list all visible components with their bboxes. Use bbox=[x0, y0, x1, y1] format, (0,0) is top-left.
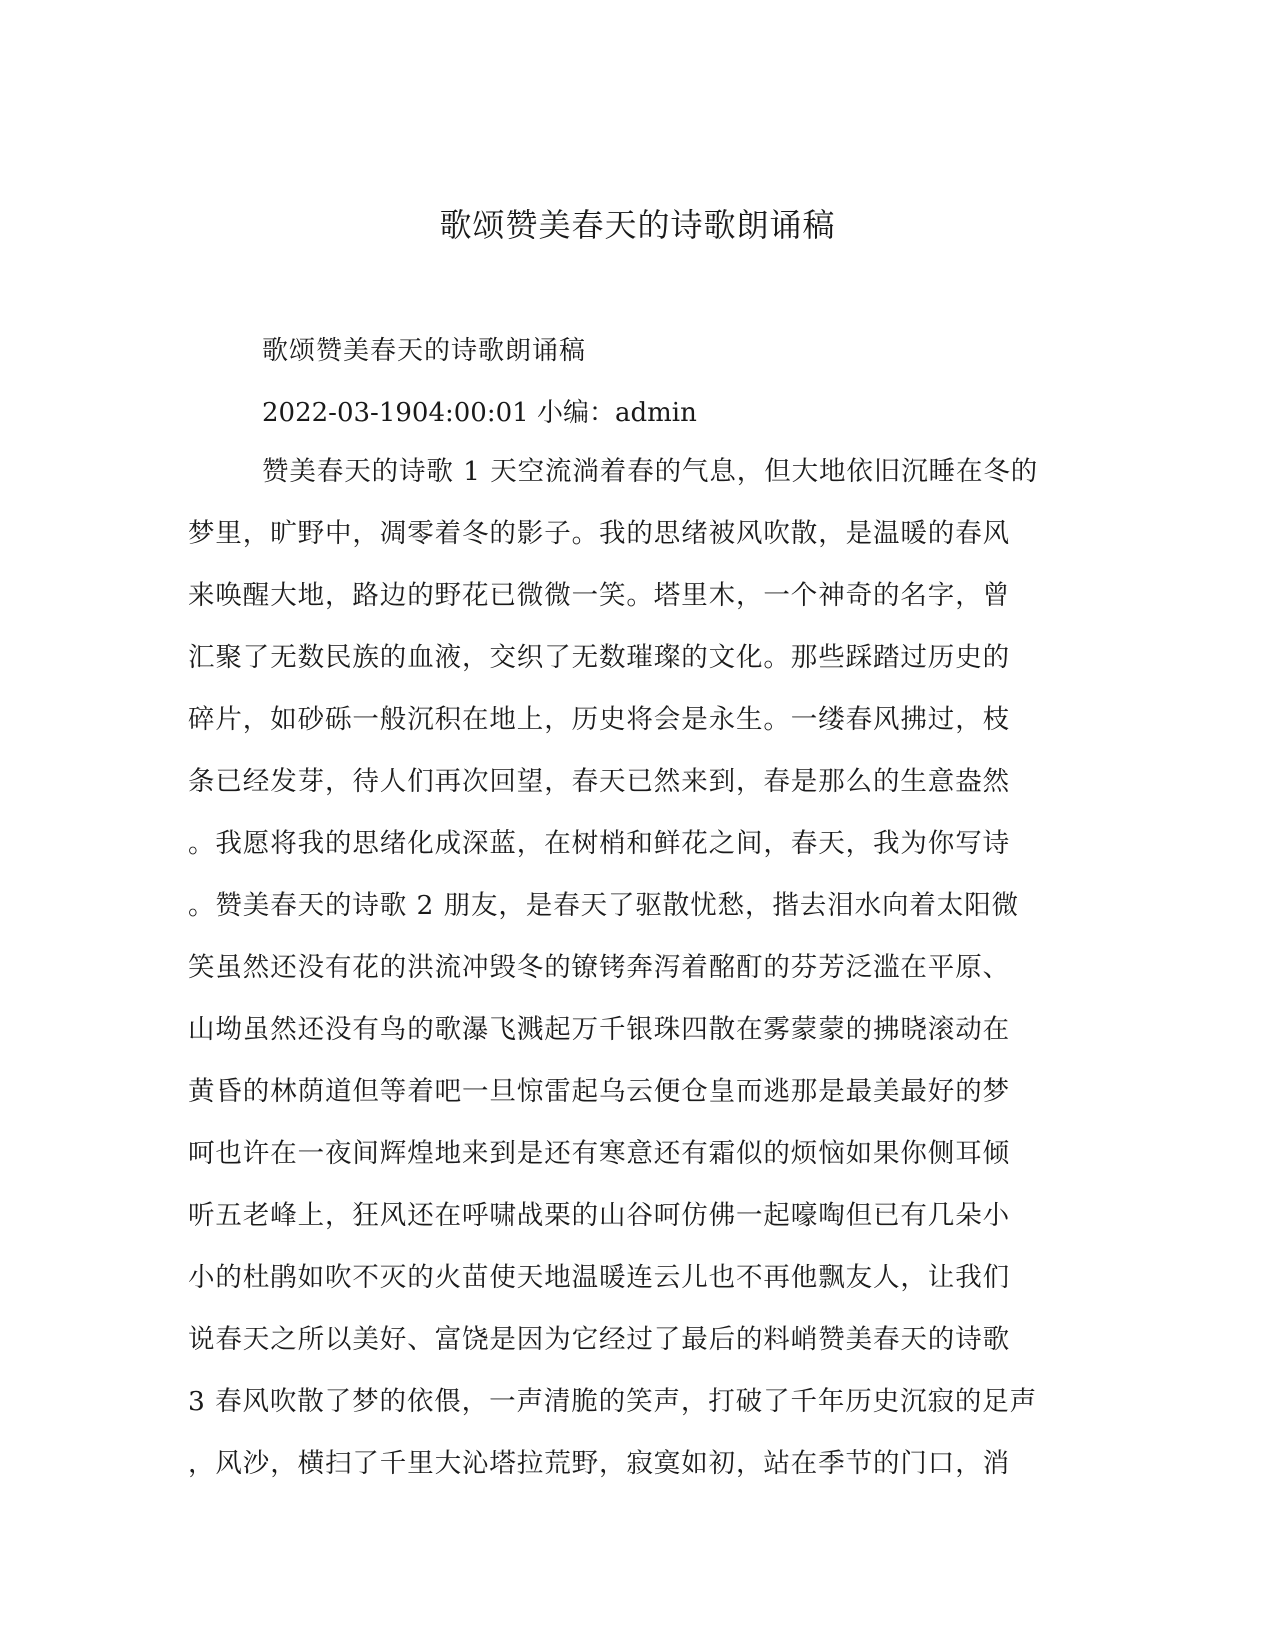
body-line: 碎片，如砂砾一般沉积在地上，历史将会是永生。一缕春风拂过，枝 bbox=[188, 704, 1010, 735]
body-line: 赞美春天的诗歌 1 天空流淌着春的气息，但大地依旧沉睡在冬的 bbox=[262, 456, 1039, 487]
body-line: 3 春风吹散了梦的依偎，一声清脆的笑声，打破了千年历史沉寂的足声 bbox=[188, 1386, 1038, 1417]
document-title: 歌颂赞美春天的诗歌朗诵稿 bbox=[439, 206, 836, 244]
body-line: 说春天之所以美好、富饶是因为它经过了最后的料峭赞美春天的诗歌 bbox=[188, 1324, 1010, 1355]
body-line: 梦里，旷野中，凋零着冬的影子。我的思绪被风吹散，是温暖的春风 bbox=[188, 518, 1010, 549]
body-line: 条已经发芽，待人们再次回望，春天已然来到，春是那么的生意盎然 bbox=[188, 766, 1010, 797]
body-line: 呵也许在一夜间辉煌地来到是还有寒意还有霜似的烦恼如果你侧耳倾 bbox=[188, 1138, 1010, 1169]
body-line: 小的杜鹃如吹不灭的火苗使天地温暖连云儿也不再他飘友人，让我们 bbox=[188, 1262, 1010, 1293]
article-meta bbox=[262, 396, 697, 430]
body-line: 山坳虽然还没有鸟的歌瀑飞溅起万千银珠四散在雾蒙蒙的拂晓滚动在 bbox=[188, 1014, 1010, 1045]
article-body bbox=[188, 455, 1083, 1509]
publish-date: 2022-03-1904:00:01 bbox=[262, 398, 529, 428]
body-line: 来唤醒大地，路边的野花已微微一笑。塔里木，一个神奇的名字，曾 bbox=[188, 580, 1010, 611]
editor-label: 小编： bbox=[536, 398, 615, 428]
body-line: ，风沙，横扫了千里大沁塔拉荒野，寂寞如初，站在季节的门口，消 bbox=[188, 1448, 1010, 1479]
body-line: 。我愿将我的思绪化成深蓝，在树梢和鲜花之间，春天，我为你写诗 bbox=[188, 828, 1010, 859]
editor-name: admin bbox=[614, 398, 697, 428]
body-line: 汇聚了无数民族的血液，交织了无数璀璨的文化。那些踩踏过历史的 bbox=[188, 642, 1010, 673]
body-line: 笑虽然还没有花的洪流冲毁冬的镣铐奔泻着酩酊的芬芳泛滥在平原、 bbox=[188, 952, 1010, 983]
body-line: 。赞美春天的诗歌 2 朋友，是春天了驱散忧愁，揩去泪水向着太阳微 bbox=[188, 890, 1020, 921]
article-subtitle: 歌颂赞美春天的诗歌朗诵稿 bbox=[262, 336, 587, 366]
body-line: 听五老峰上，狂风还在呼啸战栗的山谷呵仿佛一起嚎啕但已有几朵小 bbox=[188, 1200, 1010, 1231]
body-line: 黄昏的林荫道但等着吧一旦惊雷起乌云便仓皇而逃那是最美最好的梦 bbox=[188, 1076, 1010, 1107]
